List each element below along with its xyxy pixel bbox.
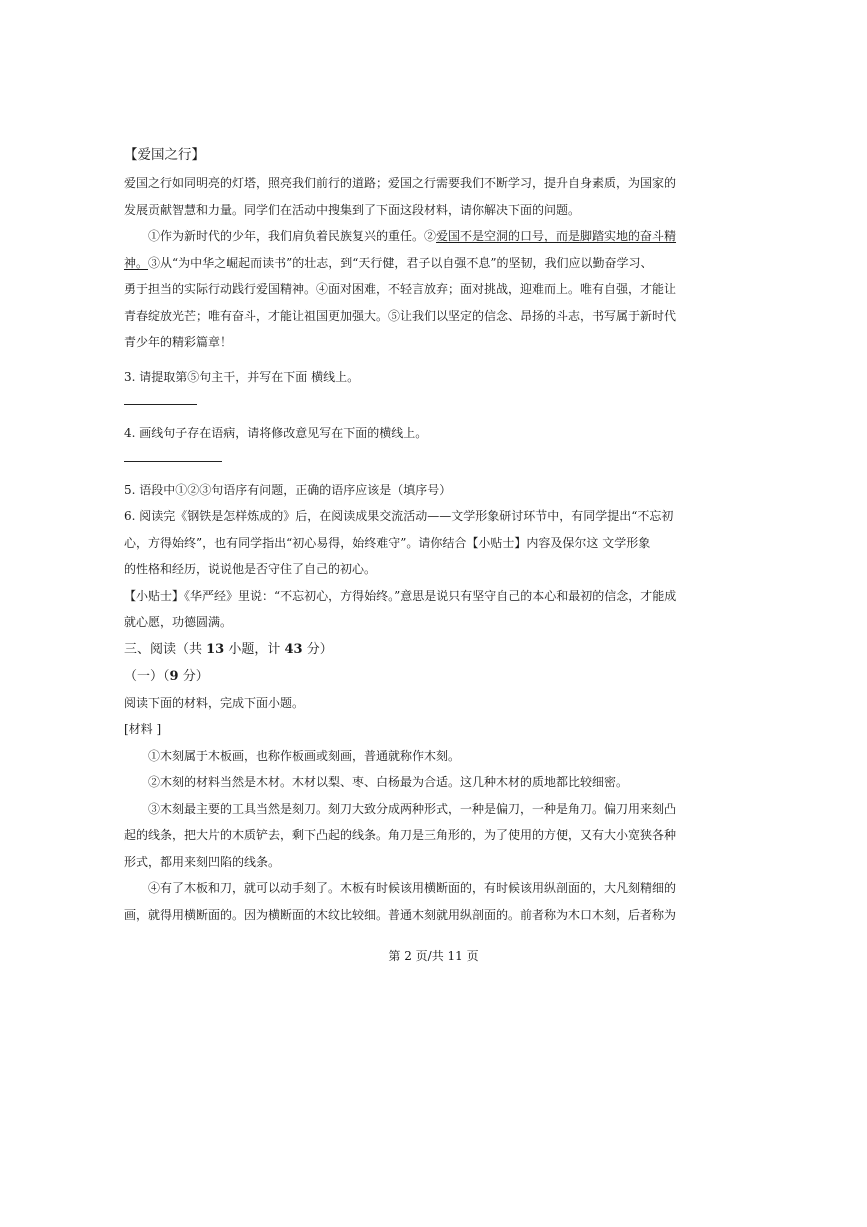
question-3: 3. 请提取第⑤句主干，并写在下面 横线上。 [124, 369, 360, 384]
subsection-prefix: （一）（ [124, 668, 170, 684]
reading-instruction: 阅读下面的材料，完成下面小题。 [124, 695, 305, 710]
part-3-score: 43 [284, 641, 303, 657]
question-4: 4. 画线句子存在语病，请将修改意见写在下面的横线上。 [124, 426, 428, 440]
tip-line-1: 【小贴士】《华严经》里说：“不忘初心，方得始终。”意思是说只有坚守自己的本心和最初的信念，才能成 [124, 588, 677, 603]
question-6-line-2: 心，方得始终”，也有同学指出“初心易得，始终难守”。请你结合【小贴士】内容及保尔这 文学形象 [124, 535, 651, 550]
material-paragraph-3: ③木刻最主要的工具当然是刻刀。刻刀大致分成两种形式，一种是偏刀，一种是角刀。偏刀用来刻凸 [148, 801, 677, 816]
material-paragraph-1: ①木刻属于木板画，也称作板画或刻画，普通就称作木刻。 [148, 748, 461, 763]
material-paragraph-4: ④有了木板和刀，就可以动手刻了。木板有时候该用横断面的，有时候该用纵剖面的，大凡刻精细的 [148, 881, 677, 895]
passage-line-4: 青春绽放光芒；唯有奋斗，才能让祖国更加强大。⑤让我们以坚定的信念、昂扬的斗志，书写属于新时代 [124, 308, 677, 323]
underlined-sentence: 爱国不是空洞的口号，而是脚踏实地的奋斗精 [436, 229, 677, 243]
question-5: 5. 语段中①②③句语序有问题，正确的语序应该是（填序号） [124, 482, 452, 497]
intro-line-1: 爱国之行如同明亮的灯塔，照亮我们前行的道路；爱国之行需要我们不断学习，提升自身素质，为国家的 [124, 176, 677, 190]
page-content [124, 140, 740, 928]
answer-rule [124, 404, 197, 405]
question-6-line-1: 6. 阅读完《钢铁是怎样炼成的》后，在阅读成果交流活动——文学形象研讨环节中，有同学提出“不忘初 [124, 509, 674, 523]
material-paragraph-3-cont: 起的线条，把大片的木质铲去，剩下凸起的线条。角刀是三角形的，为了使用的方便，又有大小宽狭各种 [124, 828, 677, 842]
question-6-line-3: 的性格和经历，说说他是否守住了自己的初心。 [124, 562, 377, 576]
passage-text: ①作为新时代的少年，我们肩负着民族复兴的重任。② [148, 229, 437, 243]
underlined-sentence-end: 神。 [124, 255, 149, 270]
page-number: 第 2 页/共 11 页 [388, 949, 479, 963]
tip-line-2: 就心愿，功德圆满。 [124, 615, 233, 629]
subsection-score: 9 [169, 668, 179, 684]
answer-line-3[interactable] [124, 390, 740, 420]
answer-line-4[interactable] [124, 447, 740, 477]
material-paragraph-3-end: 形式，都用来刻凹陷的线条。 [124, 854, 281, 869]
part-3-heading [124, 636, 740, 663]
subsection-1-heading [124, 663, 740, 690]
passage-line-5: 青少年的精彩篇章！ [124, 335, 233, 349]
part-3-suffix: 分） [302, 641, 333, 657]
intro-line-2: 发展贡献智慧和力量。同学们在活动中搜集到了下面这段材料，请你解决下面的问题。 [124, 202, 581, 217]
material-label: [材料 ] [124, 722, 162, 736]
section-title: 【爱国之行】 [124, 147, 205, 163]
material-paragraph-2: ②木刻的材料当然是木材。木材以梨、枣、白杨最为合适。这几种木材的质地都比较细密。 [148, 775, 629, 789]
passage-line-1 [124, 223, 740, 250]
subsection-suffix: 分） [178, 668, 209, 684]
answer-rule [124, 461, 222, 462]
passage-text: ③从“为中华之崛起而读书”的壮志，到“天行健，君子以自强不息”的坚韧，我们应以勤奋学习、 [148, 255, 653, 270]
part-3-prefix: 三、阅读（共 [124, 641, 207, 657]
passage-line-2 [124, 250, 740, 277]
passage-line-3: 勇于担当的实际行动践行爱国精神。④面对困难，不轻言放弃；面对挑战，迎难而上。唯有自强，才能让 [124, 282, 677, 296]
part-3-mid: 小题，计 [224, 641, 285, 657]
material-paragraph-4-cont: 画，就得用横断面的。因为横断面的木纹比较细。普通木刻就用纵剖面的。前者称为木口木刻，后者称为 [124, 907, 677, 922]
part-3-question-count: 13 [206, 641, 225, 657]
